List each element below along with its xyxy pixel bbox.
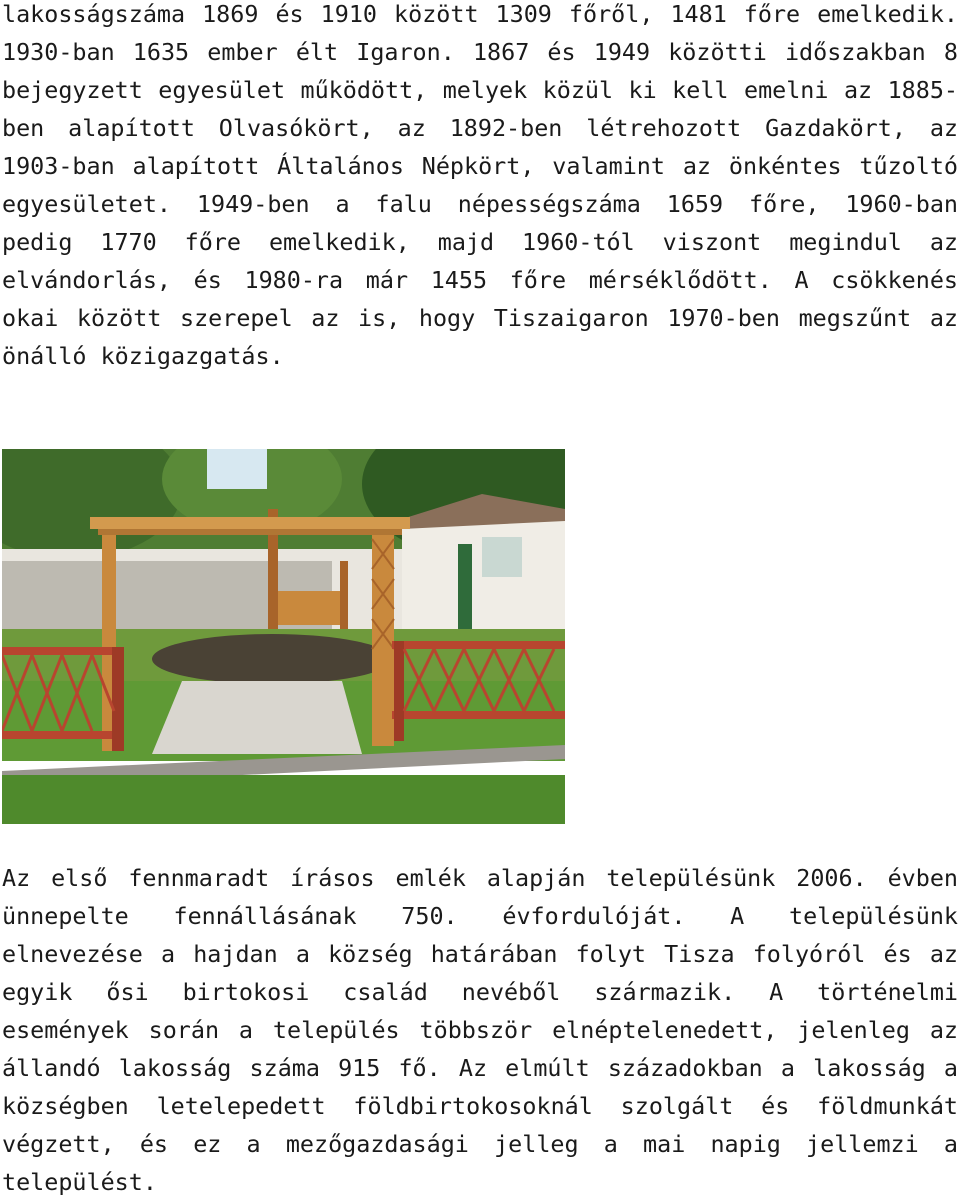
photo-pergola-beam-lower [98,529,402,535]
photo-bench-post [340,561,348,636]
garden-photo-illustration [2,449,565,824]
village-garden-photo [2,449,565,824]
photo-fence-right-bottom [392,711,565,719]
photo-fence-left-bottom [2,731,124,739]
photo-gravel-path [152,681,362,754]
photo-sky-gap [207,449,267,489]
photo-house-door [458,544,472,629]
photo-pergola-beam [90,517,410,529]
photo-house-window [482,537,522,577]
photo-fence-right-post [394,641,404,741]
paragraph-population-history: lakosságszáma 1869 és 1910 között 1309 főről, 1481 főre emelkedik. 1930-ban 1635 ember élt Igaron. 1867 és 1949 közötti időszakban 8 bejegyzett egyesület működött, melyek közül ki kell emelni az 1885-ben alapított Olvasókört, az 1892-ben létrehozott Gazdakört, az 1903-ban alapított Általános Népkört, valamint az önkéntes tűzoltó egyesületet. 1949-ben a falu népességszáma 1659 főre, 1960-ban pedig 1770 főre emelkedik, majd 1960-tól viszont megindul az elvándorlás, és 1980-ra már 1455 főre mérséklődött. A csökkenés okai között szerepel az is, hogy Tiszaigaron 1970-ben megszűnt az önálló közigazgatás. [2,0,958,370]
photo-fence-left-top [2,647,124,655]
photo-foreground-grass [2,775,565,824]
photo-flower-bed [152,634,392,684]
photo-bench [278,591,346,625]
paragraph-village-origins: Az első fennmaradt írásos emlék alapján településünk 2006. évben ünnepelte fennállásának 750. évfordulóját. A településünk elnevezése a hajdan a község határában folyt Tisza folyóról és az egyik ősi birtokosi család nevéből származik. A történelmi események során a település többször elnéptelenedett, jelenleg az állandó lakosság száma 915 fő. Az elmúlt századokban a lakosság a községben letelepedett földbirtokosoknál szolgált és földmunkát végzett, és ez a mezőgazdasági jelleg a mai napig jellemzi a települést. [2,864,958,1196]
photo-fence-left-post [112,647,124,751]
photo-fence-right-top [392,641,565,649]
